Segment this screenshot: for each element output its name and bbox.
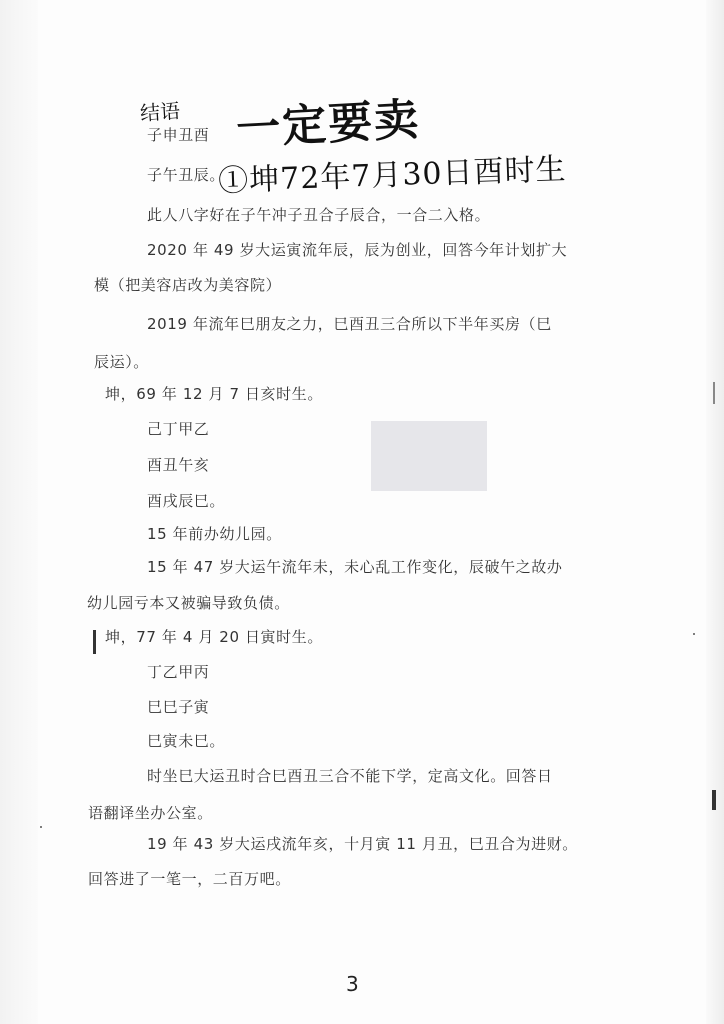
page-edge-left (0, 0, 38, 1024)
margin-mark (713, 382, 715, 404)
text-line: 模（把美容店改为美容院） (94, 276, 282, 294)
text-line: 坤，69 年 12 月 7 日亥时生。 (105, 385, 323, 403)
margin-mark (93, 630, 96, 654)
margin-mark (712, 790, 716, 810)
text-line: 15 年 47 岁大运午流年未，未心乱工作变化，辰破午之故办 (147, 558, 563, 576)
text-line: 酉戌辰巳。 (147, 492, 226, 510)
redacted-block (371, 421, 487, 491)
text-line: 子申丑酉 (147, 126, 210, 144)
text-line: 子午丑辰。 (147, 166, 226, 184)
text-line: 19 年 43 岁大运戌流年亥，十月寅 11 月丑，巳丑合为进财。 (147, 835, 578, 853)
text-line: 2019 年流年巳朋友之力，巳酉丑三合所以下半年买房（巳 (147, 315, 552, 333)
text-line: 时坐巳大运丑时合巳酉丑三合不能下学，定高文化。回答日 (147, 767, 553, 785)
text-line: 此人八字好在子午冲子丑合子辰合，一合二入格。 (147, 206, 491, 224)
text-line: 幼儿园亏本又被骗导致负债。 (87, 594, 290, 612)
text-line: 2020 年 49 岁大运寅流年辰，辰为创业，回答今年计划扩大 (147, 241, 568, 259)
scan-speck (693, 633, 695, 635)
text-line: 己丁甲乙 (147, 420, 210, 438)
text-line: 坤，77 年 4 月 20 日寅时生。 (105, 628, 323, 646)
text-line: 巳巳子寅 (147, 698, 210, 716)
text-line: 巳寅未巳。 (147, 732, 226, 750)
text-line: 15 年前办幼儿园。 (147, 525, 282, 543)
text-line: 酉丑午亥 (147, 456, 210, 474)
text-line: 辰运）。 (94, 353, 149, 371)
handwritten-title: 一定要卖 (235, 94, 422, 155)
text-line: 回答进了一笔一，二百万吧。 (88, 870, 291, 888)
handwritten-label: 结语 (139, 98, 181, 126)
text-line: 丁乙甲丙 (147, 663, 210, 681)
page-edge-right (706, 0, 724, 1024)
scan-speck (40, 826, 42, 828)
text-line: 语翻译坐办公室。 (88, 804, 213, 822)
handwritten-birth-note: ①坤72年7月30日酉时生 (217, 151, 568, 200)
page-number: 3 (346, 972, 359, 996)
